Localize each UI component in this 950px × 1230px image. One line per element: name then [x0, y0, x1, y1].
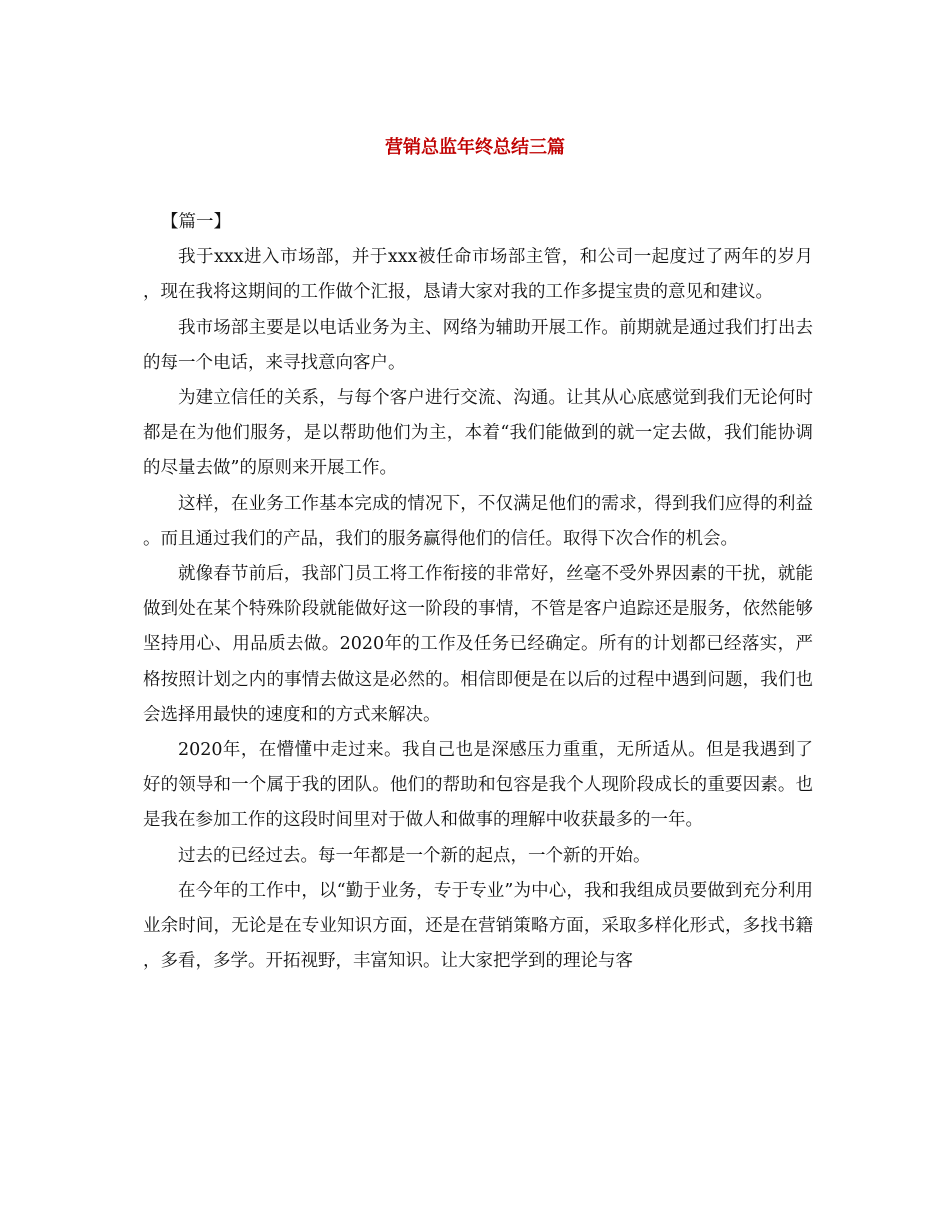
paragraph-8: 在今年的工作中，以“勤于业务，专于专业”为中心，我和我组成员要做到充分利用业余时间，无论是在专业知识方面，还是在营销策略方面，采取多样化形式，多找书籍，多看，多学。开拓视野，丰富知识。让大家把学到的理论与客: [143, 880, 813, 972]
paragraph-2: 我市场部主要是以电话业务为主、网络为辅助开展工作。前期就是通过我们打出去的每一个电话，来寻找意向客户。: [143, 317, 813, 373]
document-body: [143, 205, 813, 979]
paragraph-4: 这样，在业务工作基本完成的情况下，不仅满足他们的需求，得到我们应得的利益。而且通过我们的产品，我们的服务赢得他们的信任。取得下次合作的机会。: [143, 493, 813, 549]
paragraph-5: 就像春节前后，我部门员工将工作衔接的非常好，丝毫不受外界因素的干扰，就能做到处在某个特殊阶段就能做好这一阶段的事情，不管是客户追踪还是服务，依然能够坚持用心、用品质去做。2020年的工作及任务已经确定。所有的计划都已经落实，严格按照计划之内的事情去做这是必然的。相信即便是在以后的过程中遇到问题，我们也会选择用最快的速度和的方式来解决。: [143, 564, 813, 725]
paragraph-3: 为建立信任的关系，与每个客户进行交流、沟通。让其从心底感觉到我们无论何时都是在为他们服务，是以帮助他们为主，本着“我们能做到的就一定去做，我们能协调的尽量去做”的原则来开展工作。: [143, 388, 813, 479]
section-heading: 【篇一】: [161, 212, 231, 232]
paragraph-7: 过去的已经过去。每一年都是一个新的起点，一个新的开始。: [178, 845, 651, 866]
document-title: 营销总监年终总结三篇: [385, 137, 565, 158]
paragraph-6: 2020年，在懵懂中走过来。我自己也是深感压力重重，无所适从。但是我遇到了好的领导和一个属于我的团队。他们的帮助和包容是我个人现阶段成长的重要因素。也是我在参加工作的这段时间里对于做人和做事的理解中收获最多的一年。: [143, 740, 813, 831]
paragraph-1: 我于xxx进入市场部，并于xxx被任命市场部主管，和公司一起度过了两年的岁月，现在我将这期间的工作做个汇报，恳请大家对我的工作多提宝贵的意见和建议。: [143, 247, 813, 303]
